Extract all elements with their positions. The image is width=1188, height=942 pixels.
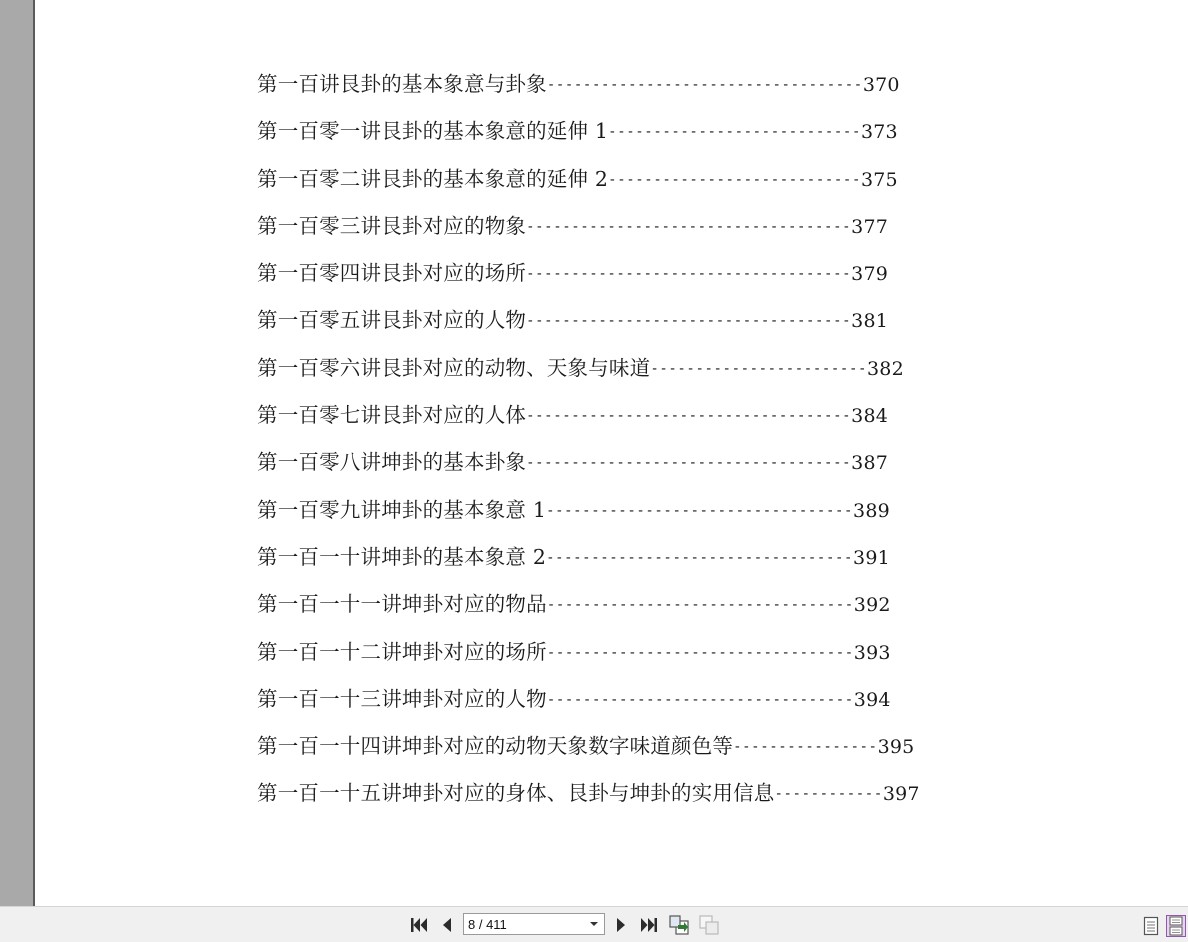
toc-entry-page-number: 395 — [877, 736, 915, 759]
toc-entry-page-number: 392 — [853, 594, 891, 617]
last-page-button[interactable] — [638, 915, 660, 935]
toc-entry-title: 第一百讲艮卦的基本象意与卦象 — [257, 72, 547, 96]
toc-entry-title: 第一百零三讲艮卦对应的物象 — [257, 213, 527, 238]
toc-entry-title: 第一百零九讲坤卦的基本象意 1 — [257, 497, 547, 522]
toc-entry-page-number: 370 — [862, 74, 900, 96]
previous-page-button[interactable] — [436, 915, 458, 935]
toc-entry-page-number: 391 — [853, 546, 890, 569]
toc-entry[interactable] — [257, 206, 1057, 253]
go-forward-icon — [698, 915, 720, 935]
single-page-view-button[interactable] — [1141, 915, 1161, 937]
toc-entry-page-number: 379 — [851, 263, 889, 286]
next-page-button[interactable] — [610, 915, 632, 935]
toc-entry[interactable] — [257, 348, 1057, 395]
toc-entry-page-number: 384 — [851, 405, 889, 428]
bottom-toolbar — [0, 906, 1188, 942]
toc-entry-title: 第一百零八讲坤卦的基本卦象 — [257, 450, 527, 475]
toc-entry-title: 第一百零五讲艮卦对应的人物 — [257, 308, 527, 333]
chevron-down-icon[interactable] — [586, 914, 602, 934]
toc-entry-title: 第一百一十讲坤卦的基本象意 2 — [257, 544, 547, 569]
toc-entry-title: 第一百零一讲艮卦的基本象意的延伸 1 — [257, 119, 609, 144]
next-page-icon — [614, 917, 628, 933]
toc-entry[interactable] — [257, 64, 1057, 111]
toc-entry-page-number: 387 — [851, 452, 889, 475]
toc-entry-leader: ---------------------------- — [608, 171, 861, 188]
go-back-button[interactable] — [668, 915, 690, 935]
toc-entry[interactable] — [257, 442, 1057, 489]
toc-entry-leader: ------------------------ — [650, 360, 868, 377]
toc-entry-leader: ---------------------------------- — [546, 549, 854, 566]
toc-entry-page-number: 397 — [882, 783, 920, 806]
previous-page-icon — [440, 917, 454, 933]
toc-entry-leader: ------------------------------------ — [526, 218, 852, 235]
toc-entry[interactable] — [257, 300, 1057, 347]
page-number-input[interactable] — [464, 915, 586, 933]
toc-entry-title: 第一百一十五讲坤卦对应的身体、艮卦与坤卦的实用信息 — [257, 781, 775, 806]
toc-entry-page-number: 375 — [860, 168, 898, 191]
first-page-button[interactable] — [408, 915, 430, 935]
toc-entry-leader: ------------ — [774, 786, 883, 803]
single-page-view-icon — [1143, 916, 1159, 936]
toc-entry-title: 第一百一十三讲坤卦对应的人物 — [257, 686, 547, 711]
toc-entry-leader: ---------------------------------- — [546, 644, 854, 661]
toc-entry[interactable] — [257, 537, 1057, 584]
toc-entry-title: 第一百零四讲艮卦对应的场所 — [257, 261, 527, 286]
toc-entry-title: 第一百一十四讲坤卦对应的动物天象数字味道颜色等 — [257, 734, 734, 759]
toc-entry-title: 第一百零六讲艮卦对应的动物、天象与味道 — [257, 355, 651, 380]
toc-entry-title: 第一百一十一讲坤卦对应的物品 — [257, 592, 547, 617]
document-page — [35, 0, 1188, 906]
toc-entry-leader: ---------------------------------- — [546, 502, 854, 519]
continuous-view-button[interactable] — [1166, 915, 1186, 937]
toc-entry-page-number: 389 — [853, 499, 890, 522]
toc-entry[interactable] — [257, 159, 1057, 206]
toc-entry-leader: ---------------------------------- — [546, 691, 854, 708]
toc-entry-page-number: 377 — [851, 215, 889, 238]
page-number-select[interactable] — [463, 913, 605, 935]
toc-entry-page-number: 382 — [867, 357, 904, 380]
table-of-contents — [257, 64, 1057, 821]
toc-entry[interactable] — [257, 395, 1057, 442]
toc-entry[interactable] — [257, 253, 1057, 300]
toc-entry-leader: ---------------------------- — [608, 124, 861, 141]
toc-entry-leader: ----------------------------------- — [546, 77, 863, 93]
toc-entry-leader: ---------------- — [733, 739, 878, 756]
toc-entry-leader: ------------------------------------ — [526, 455, 852, 472]
toc-entry-page-number: 373 — [860, 121, 898, 144]
toc-entry[interactable] — [257, 490, 1057, 537]
toc-entry-page-number: 393 — [853, 641, 891, 664]
go-back-icon — [668, 915, 690, 935]
first-page-icon — [410, 917, 428, 933]
toc-entry[interactable] — [257, 632, 1057, 679]
go-forward-button[interactable] — [698, 915, 720, 935]
continuous-view-icon — [1166, 915, 1186, 937]
last-page-icon — [640, 917, 658, 933]
toc-entry[interactable] — [257, 726, 1057, 773]
toc-entry[interactable] — [257, 773, 1057, 820]
toc-entry[interactable] — [257, 111, 1057, 158]
toc-entry[interactable] — [257, 584, 1057, 631]
toc-entry-leader: ------------------------------------ — [526, 266, 852, 283]
toc-entry-title: 第一百零七讲艮卦对应的人体 — [257, 403, 527, 428]
toc-entry-leader: ---------------------------------- — [546, 597, 854, 614]
toc-entry-page-number: 381 — [851, 310, 889, 333]
toc-entry-title: 第一百零二讲艮卦的基本象意的延伸 2 — [257, 166, 609, 191]
left-gutter — [0, 0, 33, 906]
toc-entry-title: 第一百一十二讲坤卦对应的场所 — [257, 639, 547, 664]
toc-entry[interactable] — [257, 679, 1057, 726]
toc-entry-leader: ------------------------------------ — [526, 408, 852, 425]
toc-entry-page-number: 394 — [853, 688, 891, 711]
toc-entry-leader: ------------------------------------ — [526, 313, 852, 330]
